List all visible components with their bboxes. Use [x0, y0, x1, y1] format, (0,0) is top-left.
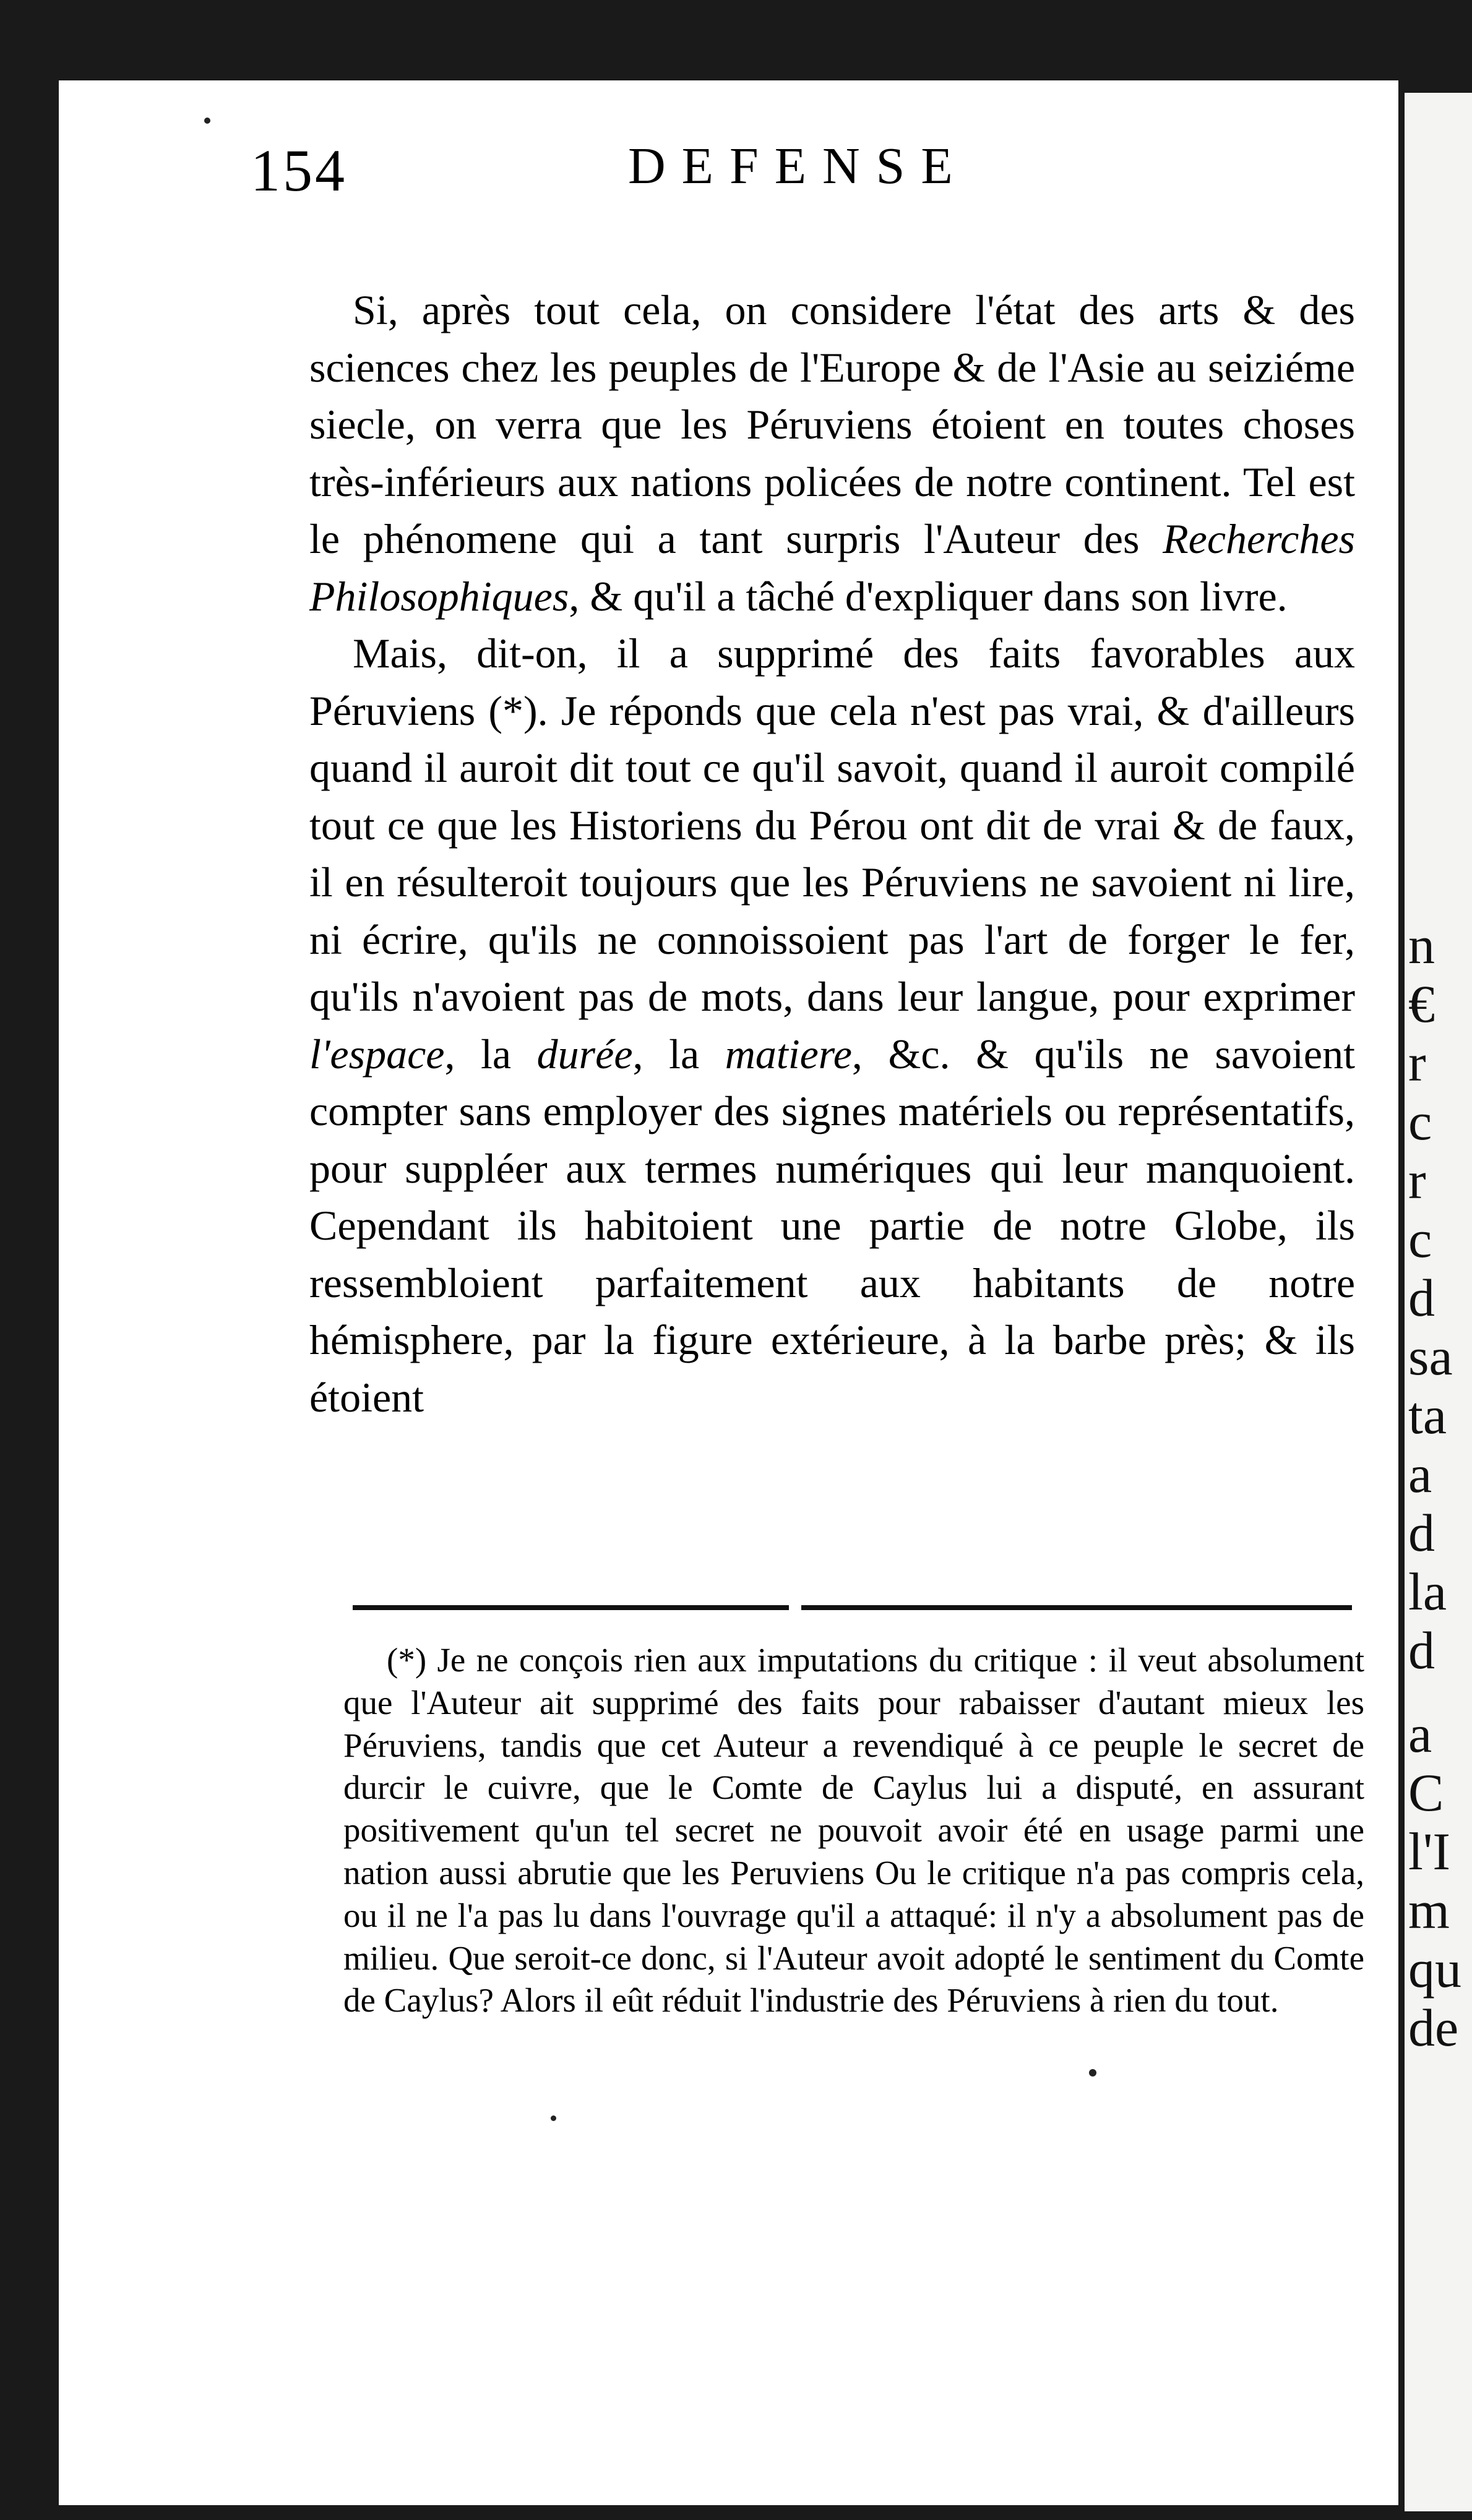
paragraph-2-text: Mais, dit-on, il a supprimé des faits favorables aux Péruviens (*). Je réponds que cela n'est pas vrai, & d'ailleurs quand il auroit dit tout ce qu'il savoit, quand il auroit compilé tout ce que les Historiens du Pérou ont dit de vrai & de faux, il en résulteroit toujours que les Péruviens ne savoient ni lire, ni écrire, qu'ils ne connoissoient pas l'art de forger le fer, qu'ils n'avoient pas de mots, dans leur langue, pour exprimer: [309, 630, 1355, 1020]
facing-fragment: l'I: [1408, 1822, 1451, 1881]
ink-speck: [1089, 2069, 1096, 2076]
separator: , la: [444, 1030, 537, 1078]
main-text: [309, 281, 1355, 1426]
rule-break: [789, 1603, 801, 1612]
facing-fragment: €: [1408, 974, 1435, 1034]
footnote-rule: [353, 1605, 1352, 1610]
facing-fragment: a: [1408, 1444, 1432, 1504]
italic-term: matiere: [725, 1030, 852, 1078]
facing-fragment: m: [1408, 1880, 1450, 1940]
paragraph-2-end: , &c. & qu'ils ne savoient compter sans employer des signes matériels ou représentatifs, pour suppléer aux termes numériques qui leur manquoient. Cependant ils habitoient une partie de notre Globe, ils ressembloient parfaitement aux habitants de notre hémisphere, par la figure extérieure, à la barbe près; & ils étoient: [309, 1030, 1356, 1421]
facing-fragment: r: [1408, 1151, 1426, 1210]
facing-fragment: d: [1408, 1503, 1435, 1562]
paragraph: [309, 281, 1355, 625]
book-title: Recherches Philosophiques: [309, 515, 1355, 620]
facing-fragment: c: [1408, 1092, 1432, 1151]
facing-fragment: r: [1408, 1033, 1426, 1092]
facing-fragment: ta: [1408, 1386, 1447, 1445]
ink-speck: [551, 2115, 556, 2121]
facing-fragment: sa: [1408, 1327, 1453, 1386]
facing-fragment: c: [1408, 1209, 1432, 1269]
facing-fragment: n: [1408, 915, 1435, 975]
facing-fragment: qu: [1408, 1939, 1461, 1999]
italic-term: durée: [536, 1030, 633, 1078]
page-header: [251, 136, 1352, 223]
facing-fragment: la: [1408, 1562, 1447, 1621]
facing-fragment: de: [1408, 1998, 1459, 2057]
running-title: DEFENSE: [628, 137, 969, 195]
footnote: [343, 1639, 1364, 2022]
ink-speck: [204, 118, 210, 124]
italic-term: l'espace: [309, 1030, 445, 1078]
footnote-text: (*) Je ne conçois rien aux imputations du critique : il veut absolument que l'Auteur ait supprimé des faits pour rabaisser d'autant mieux les Péruviens, tandis que cet Auteur a revendiqué à ce peuple le secret de durcir le cuivre, que le Comte de Caylus lui a disputé, en assurant positivement qu'un tel secret ne pouvoit avoir été en usage parmi une nation aussi abrutie que les Peruviens Ou le critique n'a pas compris cela, ou il ne l'a pas lu dans l'ouvrage qu'il a attaqué: il n'y a absolument pas de milieu. Que seroit-ce donc, si l'Auteur avoit adopté le sentiment du Comte de Caylus? Alors il eût réduit l'industrie des Péruviens à rien du tout.: [343, 1641, 1364, 2020]
paragraph-1-text: Si, après tout cela, on considere l'état des arts & des sciences chez les peuples de l'Europe & de l'Asie au seiziéme siecle, on verra que les Péruviens étoient en toutes choses très-inférieurs aux nations policées de notre continent. Tel est le phénomene qui a tant surpris l'Auteur des: [309, 286, 1355, 562]
facing-fragment: d: [1408, 1268, 1435, 1327]
facing-fragment: C: [1408, 1763, 1444, 1822]
facing-page-edge: [1405, 93, 1472, 2511]
facing-fragment: a: [1408, 1704, 1432, 1764]
paragraph-1-end: , & qu'il a tâché d'expliquer dans son livre.: [569, 572, 1288, 620]
page-number: 154: [251, 137, 347, 204]
separator: , la: [632, 1030, 725, 1078]
facing-fragment: d: [1408, 1621, 1435, 1680]
paragraph: [309, 625, 1355, 1426]
